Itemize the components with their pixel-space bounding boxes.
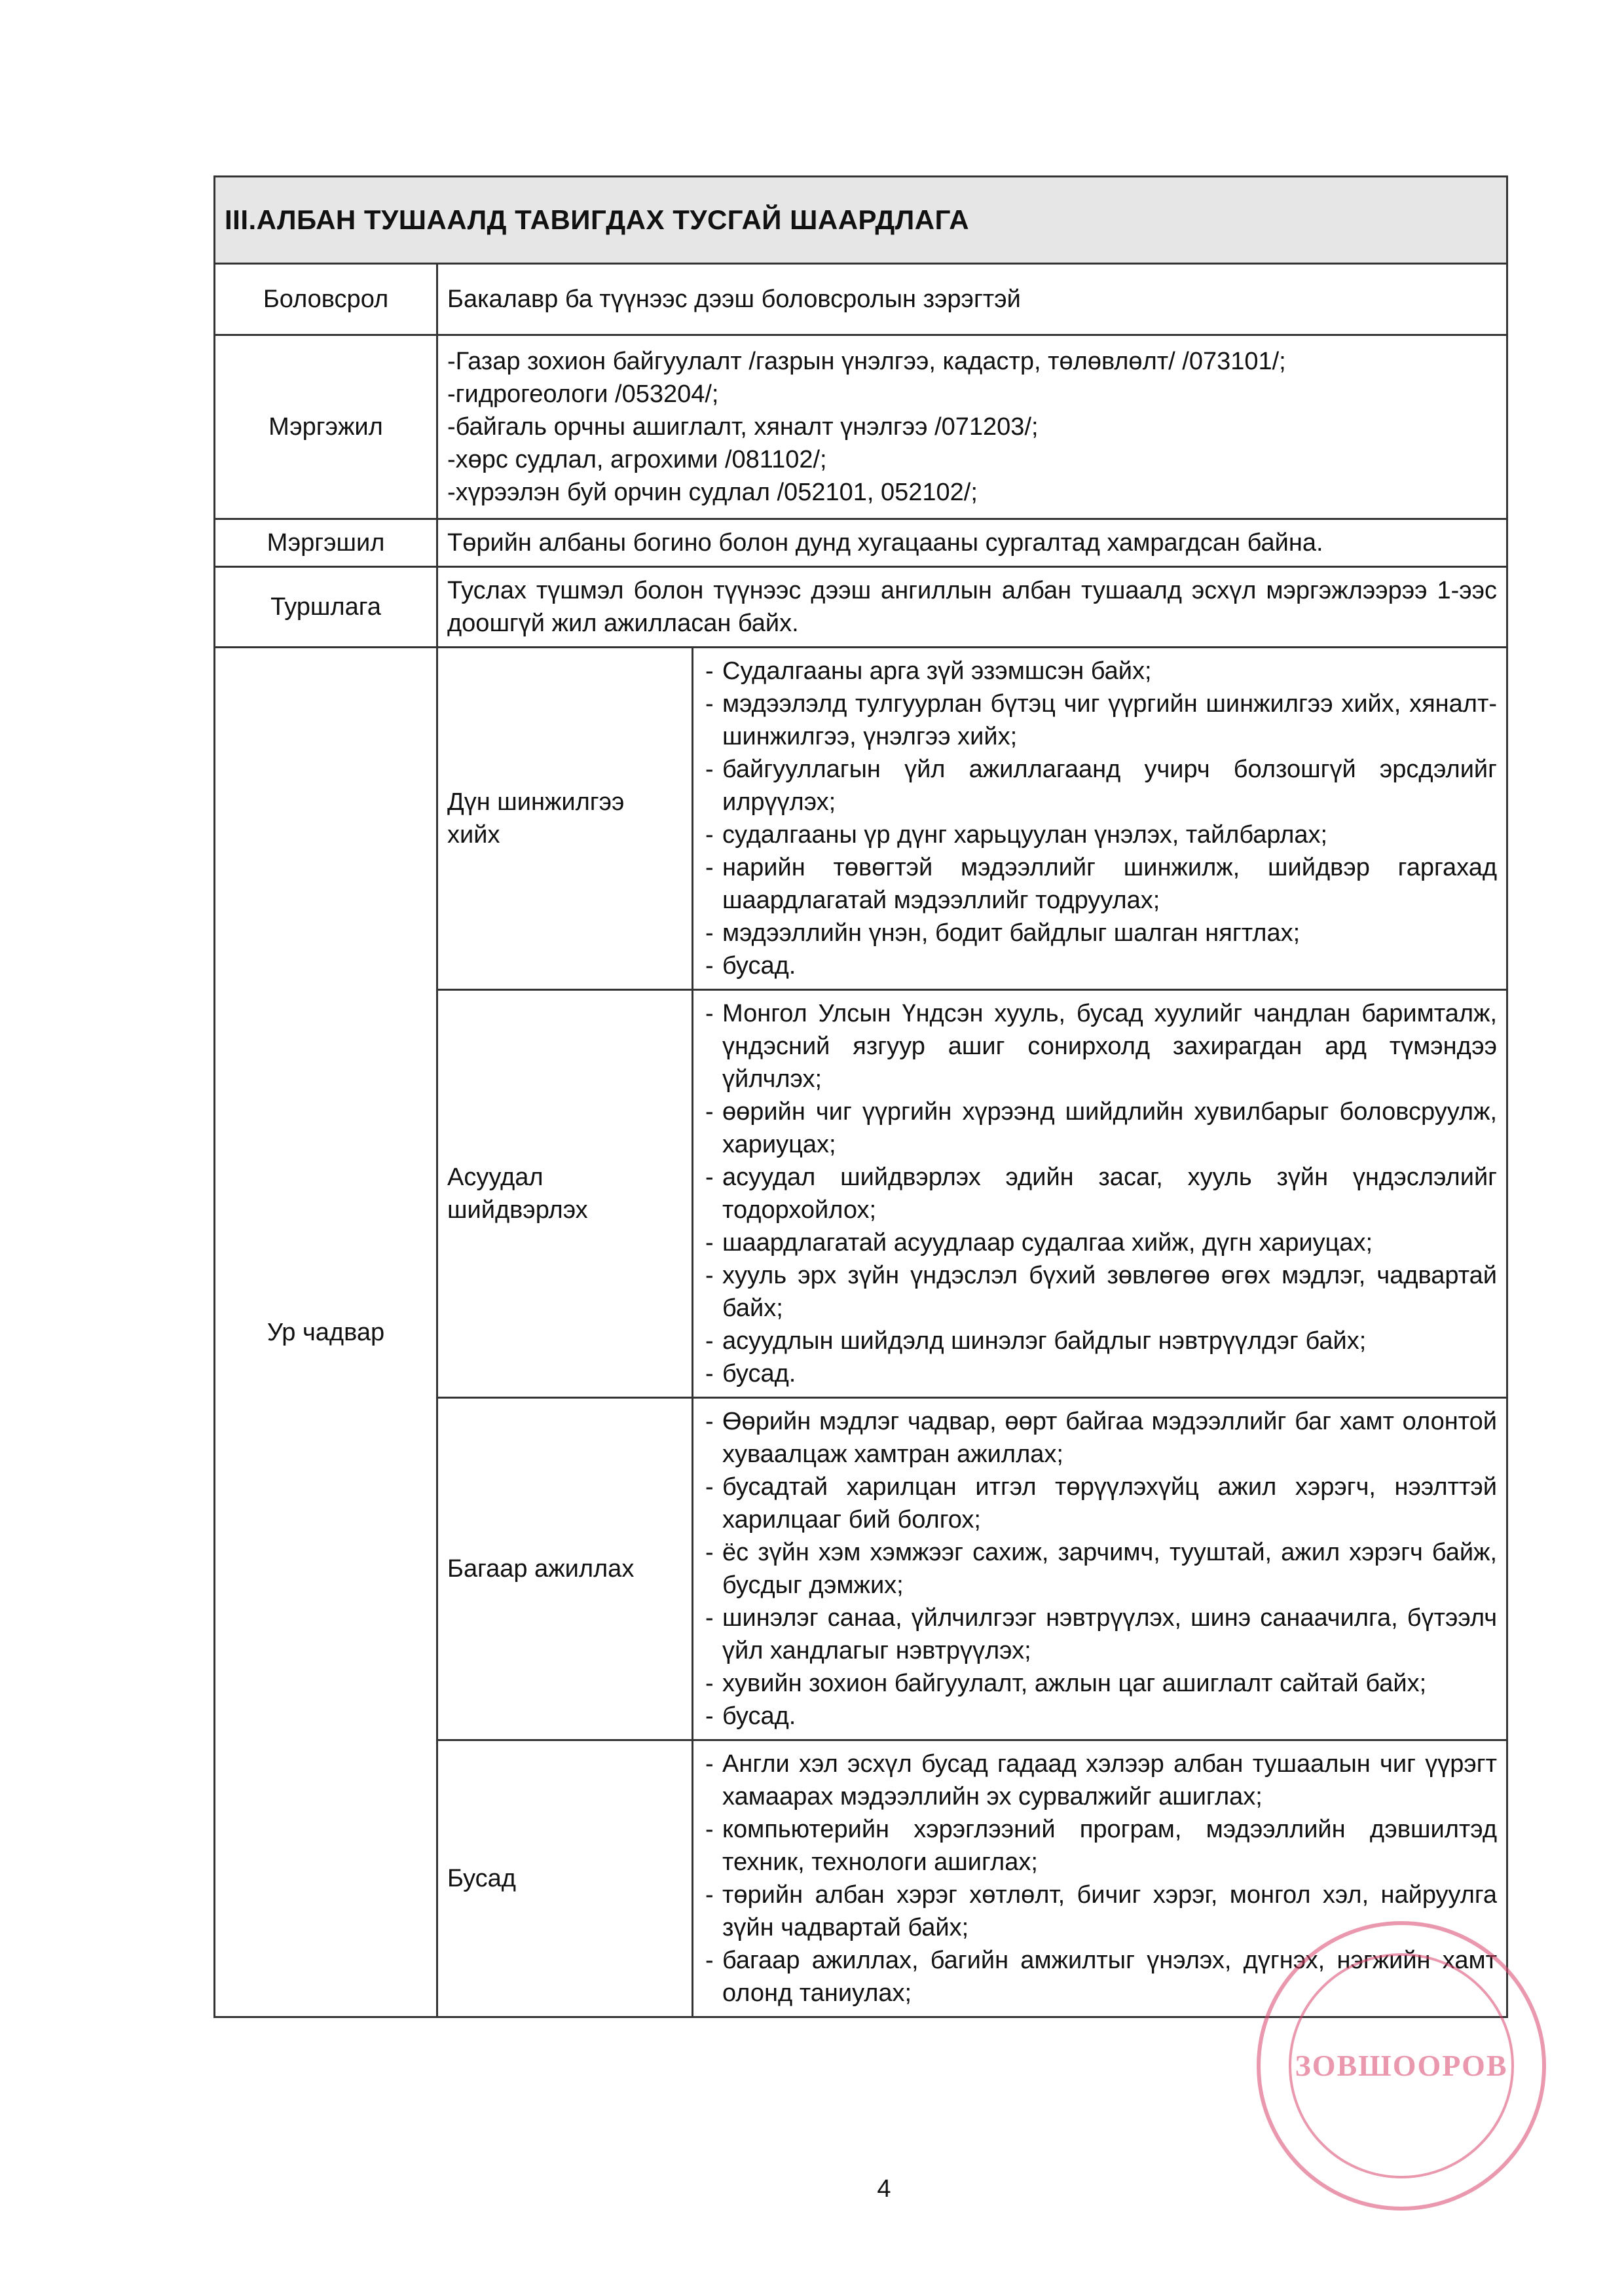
list-item: - бусадтай харилцан итгэл төрүүлэхүйц ажил хэрэгч, нээлттэй харилцааг бий болгох;: [703, 1471, 1497, 1536]
skill-group-label: Багаар ажиллах: [437, 1398, 693, 1740]
list-item: - компьютерийн хэрэглээний програм, мэдээллийн дэвшилтэд техник, технологи ашиглах;: [703, 1813, 1497, 1879]
list-item: - судалгааны үр дүнг харьцуулан үнэлэх, тайлбарлах;: [703, 818, 1497, 851]
list-item: - өөрийн чиг үүргийн хүрээнд шийдлийн хувилбарыг боловсруулж, хариуцах;: [703, 1095, 1497, 1161]
stamp-text: ЗОВШООРОВ: [1295, 2049, 1508, 2082]
list-item: - мэдээлэлд тулгуурлан бүтэц чиг үүргийн шинжилгээ хийх, хяналт-шинжилгээ, үнэлгээ хийх;: [703, 688, 1497, 753]
list-item: - бусад.: [703, 1700, 1497, 1733]
skill-group-items: [693, 648, 1507, 990]
qualification-value: Төрийн албаны богино болон дунд хугацааны сургалтад хамрагдсан байна.: [437, 519, 1507, 567]
list-item: - нарийн төвөгтэй мэдээллийг шинжилж, шийдвэр гаргахад шаардлагатай мэдээллийг тодруулах;: [703, 851, 1497, 917]
list-item: - ёс зүйн хэм хэмжээг сахиж, зарчимч, тууштай, ажил хэрэгч байж, бусдыг дэмжих;: [703, 1536, 1497, 1602]
profession-line: -байгаль орчны ашиглалт, хяналт үнэлгээ /071203/;: [447, 413, 1039, 441]
experience-label: Туршлага: [215, 567, 437, 648]
list-item: - бусад.: [703, 1357, 1497, 1390]
list-item: - байгууллагын үйл ажиллагаанд учирч болзошгүй эрсдэлийг илрүүлэх;: [703, 753, 1497, 818]
skill-group-items: [693, 1740, 1507, 2017]
skill-group-label: Асуудал шийдвэрлэх: [437, 990, 693, 1398]
skill-group-items: [693, 1398, 1507, 1740]
list-item: - Судалгааны арга зүй эзэмшсэн байх;: [703, 655, 1497, 688]
list-item: - асуудал шийдвэрлэх эдийн засаг, хууль зүйн үндэслэлийг тодорхойлох;: [703, 1161, 1497, 1226]
qualification-label: Мэргэшил: [215, 519, 437, 567]
list-item: - асуудлын шийдэлд шинэлэг байдлыг нэвтрүүлдэг байх;: [703, 1325, 1497, 1357]
profession-label: Мэргэжил: [215, 335, 437, 519]
profession-line: -гидрогеологи /053204/;: [447, 380, 719, 408]
list-item: - Англи хэл эсхүл бусад гадаад хэлээр албан тушаалын чиг үүрэгт хамаарах мэдээллийн эх сурвалжийг ашиглах;: [703, 1748, 1497, 1813]
profession-line: -Газар зохион байгуулалт /газрын үнэлгээ, кадастр, төлөвлөлт/ /073101/;: [447, 348, 1286, 375]
section-title: III.АЛБАН ТУШААЛД ТАВИГДАХ ТУСГАЙ ШААРДЛАГА: [215, 177, 1507, 264]
list-item: - хууль эрх зүйн үндэслэл бүхий зөвлөгөө өгөх мэдлэг, чадвартай байх;: [703, 1259, 1497, 1325]
qualification-row: [215, 519, 1507, 567]
list-item: - мэдээллийн үнэн, бодит байдлыг шалган нягтлах;: [703, 917, 1497, 949]
skill-group-items: [693, 990, 1507, 1398]
education-row: [215, 264, 1507, 335]
list-item: - багаар ажиллах, багийн амжилтыг үнэлэх, дүгнэх, нэгжийн хамт олонд таниулах;: [703, 1944, 1497, 2010]
list-item: - шаардлагатай асуудлаар судалгаа хийж, дүгн хариуцах;: [703, 1226, 1497, 1259]
experience-value: Туслах түшмэл болон түүнээс дээш ангиллын албан тушаалд эсхүл мэргэжлээрээ 1-ээс доошгүй жил ажилласан байх.: [437, 567, 1507, 648]
page-number: 4: [877, 2175, 891, 2203]
skills-label: Ур чадвар: [215, 648, 437, 2017]
title-row: [215, 177, 1507, 264]
list-item: - Өөрийн мэдлэг чадвар, өөрт байгаа мэдээллийг баг хамт олонтой хуваалцаж хамтран ажиллах;: [703, 1405, 1497, 1471]
requirements-table: [213, 175, 1508, 2018]
profession-line: -хөрс судлал, агрохими /081102/;: [447, 446, 827, 473]
profession-line: -хүрээлэн буй орчин судлал /052101, 052102/;: [447, 479, 978, 506]
profession-row: [215, 335, 1507, 519]
list-item: - Монгол Улсын Үндсэн хууль, бусад хуулийг чандлан баримталж, үндэсний язгуур ашиг сонирхолд захирагдан ард түмэндээ үйлчлэх;: [703, 997, 1497, 1095]
list-item: - хувийн зохион байгуулалт, ажлын цаг ашиглалт сайтай байх;: [703, 1667, 1497, 1700]
list-item: - төрийн албан хэрэг хөтлөлт, бичиг хэрэг, монгол хэл, найруулга зүйн чадвартай байх;: [703, 1879, 1497, 1944]
education-value: Бакалавр ба түүнээс дээш боловсролын зэрэгтэй: [437, 264, 1507, 335]
education-label: Боловсрол: [215, 264, 437, 335]
list-item: - бусад.: [703, 949, 1497, 982]
profession-value: [437, 335, 1507, 519]
experience-row: [215, 567, 1507, 648]
list-item: - шинэлэг санаа, үйлчилгээг нэвтрүүлэх, шинэ санаачилга, бүтээлч үйл хандлагыг нэвтрүүлэх;: [703, 1602, 1497, 1667]
skills-row-analysis: [215, 648, 1507, 990]
skill-group-label: Дүн шинжилгээ хийх: [437, 648, 693, 990]
skill-group-label: Бусад: [437, 1740, 693, 2017]
